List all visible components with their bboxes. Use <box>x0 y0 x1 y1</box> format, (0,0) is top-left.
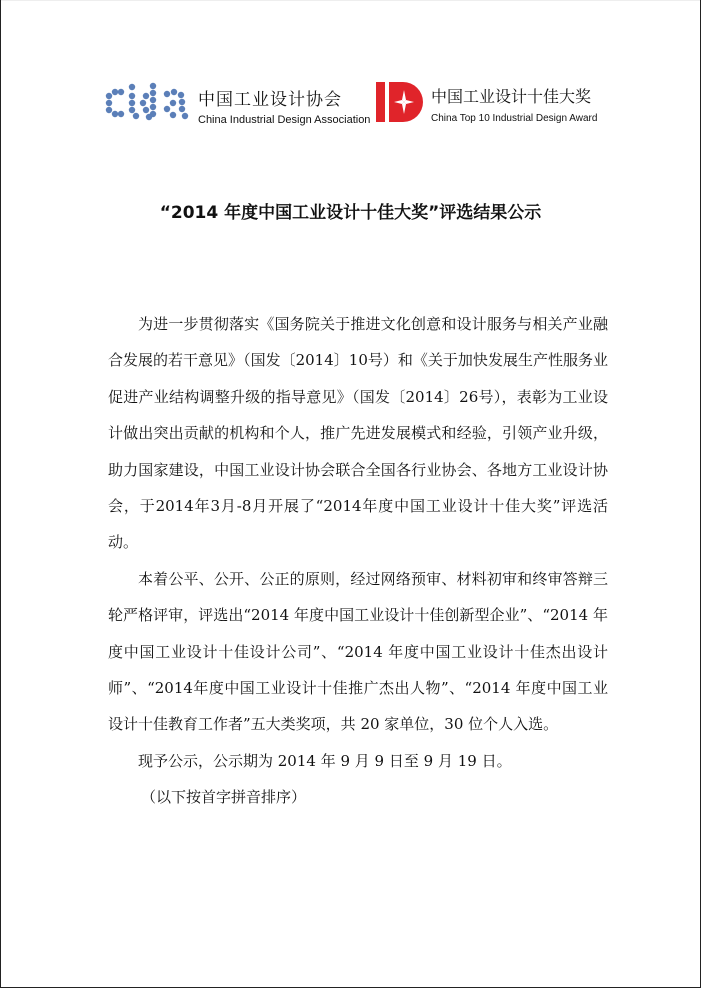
document-body <box>108 306 608 816</box>
cida-logo <box>105 82 191 124</box>
cida-name-en: China Industrial Design Association <box>198 114 371 126</box>
cida-name-cn: 中国工业设计协会 <box>198 90 342 110</box>
award-name <box>431 87 597 126</box>
paragraph-2: 本着公平、公开、公正的原则，经过网络预审、材料初审和终审答辩三轮严格评审，评选出“2014 年度中国工业设计十佳创新型企业”、“2014 年度中国工业设计十佳设计公司”、“2014 年度中国工业设计十佳杰出设计师”、“2014年度中国工业设计十佳推广杰出人物”、“2014 年度中国工业设计十佳教育工作者”五大类奖项，共 20 家单位，30 位个人入选。 <box>108 569 608 734</box>
paragraph-3: 现予公示，公示期为 2014 年 9 月 9 日至 9 月 19 日。 <box>138 751 512 770</box>
award-name-en: China Top 10 Industrial Design Award <box>431 113 598 124</box>
paragraph-1: 为进一步贯彻落实《国务院关于推进文化创意和设计服务与相关产业融合发展的若干意见》（国发〔2014〕10号）和《关于加快发展生产性服务业促进产业结构调整升级的指导意见》（国发〔2014〕26号），表彰为工业设计做出突出贡献的机构和个人，推广先进发展模式和经验，引领产业升级，助力国家建设，中国工业设计协会联合全国各行业协会、各地方工业设计协会，于2014年3月-8月开展了“2014年度中国工业设计十佳大奖”评选活动。 <box>108 315 608 552</box>
document-title: “2014 年度中国工业设计十佳大奖”评选结果公示 <box>159 203 542 223</box>
top10-award-logo <box>375 81 425 123</box>
award-name-cn: 中国工业设计十佳大奖 <box>431 87 592 106</box>
cida-name <box>198 90 370 127</box>
sorting-note: （以下按首字拼音排序） <box>141 788 307 807</box>
